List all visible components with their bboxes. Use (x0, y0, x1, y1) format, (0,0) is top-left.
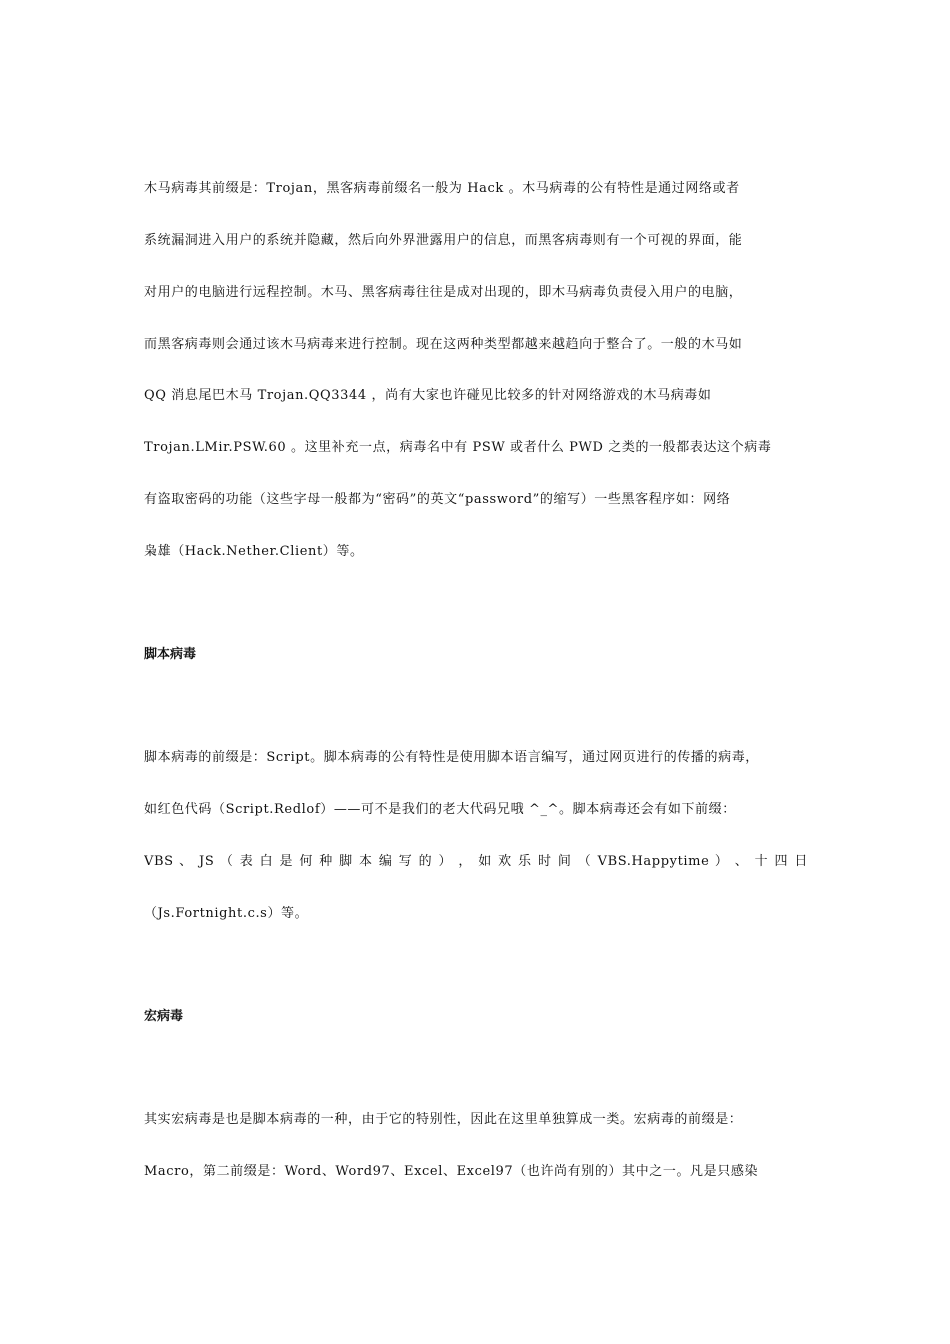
paragraph-line: 脚本病毒的前缀是：Script。脚本病毒的公有特性是使用脚本语言编写，通过网页进行的传播的病毒， (144, 750, 759, 765)
paragraph-line: Macro，第二前缀是：Word、Word97、Excel、Excel97（也许尚有别的）其中之一。凡是只感染 (144, 1164, 759, 1179)
paragraph-line: 木马病毒其前缀是：Trojan，黑客病毒前缀名一般为 Hack 。木马病毒的公有特性是通过网络或者 (144, 181, 740, 196)
paragraph-line: （Js.Fortnight.c.s）等。 (144, 906, 309, 921)
paragraph-line: VBS 、 JS （ 表 白 是 何 种 脚 本 编 写 的 ） ， 如 欢 乐 时 间 （ VBS.Happytime ） 、 十 四 日 (144, 854, 808, 869)
paragraph-line: 枭雄（Hack.Nether.Client）等。 (144, 544, 364, 559)
paragraph-line: 对用户的电脑进行远程控制。木马、黑客病毒往往是成对出现的，即木马病毒负责侵入用户的电脑， (144, 285, 743, 300)
paragraph-line: 如红色代码（Script.Redlof）——可不是我们的老大代码兄哦 ^_^。脚本病毒还会有如下前缀： (144, 802, 736, 817)
paragraph-line: QQ 消息尾巴木马 Trojan.QQ3344 ，尚有大家也许碰见比较多的针对网络游戏的木马病毒如 (144, 388, 712, 403)
paragraph-line: 其实宏病毒是也是脚本病毒的一种，由于它的特别性，因此在这里单独算成一类。宏病毒的前缀是： (144, 1112, 743, 1127)
section-heading-script: 脚本病毒 (144, 647, 197, 662)
paragraph-line: Trojan.LMir.PSW.60 。这里补充一点，病毒名中有 PSW 或者什么 PWD 之类的一般都表达这个病毒 (144, 440, 772, 455)
paragraph-line: 有盗取密码的功能（这些字母一般都为“密码”的英文“password”的缩写）一些黑客程序如：网络 (144, 492, 731, 507)
paragraph-line: 而黑客病毒则会通过该木马病毒来进行控制。现在这两种类型都越来越趋向于整合了。一般的木马如 (144, 337, 743, 352)
paragraph-line: 系统漏洞进入用户的系统并隐藏，然后向外界泄露用户的信息，而黑客病毒则有一个可视的界面，能 (144, 233, 743, 248)
section-heading-macro: 宏病毒 (144, 1009, 184, 1024)
